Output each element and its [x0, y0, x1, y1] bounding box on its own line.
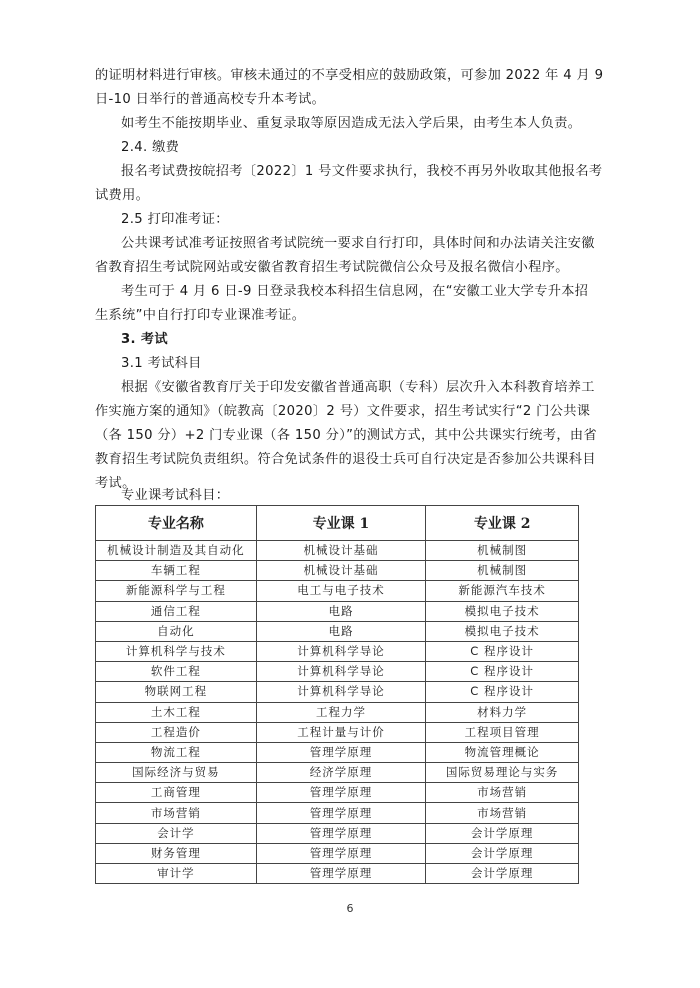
table-body [96, 541, 579, 884]
cell-major-name: 土木工程 [96, 702, 257, 722]
cell-course-1: 机械设计基础 [256, 561, 426, 581]
cell-course-1: 经济学原理 [256, 763, 426, 783]
paragraph-line: 根据《安徽省教育厅关于印发安徽省普通高职（专科）层次升入本科教育培养工 [121, 380, 595, 395]
paragraph-line: （各 150 分）+2 门专业课（各 150 分）”的测试方式，其中公共课实行统考，由省 [95, 428, 597, 443]
table-row [96, 682, 579, 702]
table-row [96, 541, 579, 561]
cell-course-2: C 程序设计 [426, 682, 579, 702]
cell-major-name: 物联网工程 [96, 682, 257, 702]
cell-course-1: 管理学原理 [256, 803, 426, 823]
header-major-name: 专业名称 [96, 506, 257, 541]
paragraph-line: 考试。 [95, 476, 136, 491]
page-number: 6 [346, 902, 354, 915]
section-heading-3-1: 3.1 考试科目 [121, 356, 202, 371]
cell-major-name: 软件工程 [96, 662, 257, 682]
cell-course-2: C 程序设计 [426, 641, 579, 661]
cell-major-name: 通信工程 [96, 601, 257, 621]
table-row [96, 641, 579, 661]
cell-major-name: 审计学 [96, 864, 257, 884]
cell-course-1: 管理学原理 [256, 823, 426, 843]
paragraph-line: 的证明材料进行审核。审核未通过的不享受相应的鼓励政策，可参加 2022 年 4 月 9 [95, 68, 604, 83]
paragraph-line: 日-10 日举行的普通高校专升本考试。 [95, 92, 326, 107]
table-row [96, 864, 579, 884]
cell-course-2: 会计学原理 [426, 843, 579, 863]
section-heading-2-5: 2.5 打印准考证： [121, 212, 229, 227]
table-row [96, 742, 579, 762]
table-row [96, 803, 579, 823]
table-caption: 专业课考试科目： [121, 488, 230, 503]
paragraph-line: 公共课考试准考证按照省考试院统一要求自行打印，具体时间和办法请关注安徽 [121, 236, 595, 251]
cell-major-name: 车辆工程 [96, 561, 257, 581]
table-row [96, 702, 579, 722]
cell-course-2: 模拟电子技术 [426, 621, 579, 641]
table-row [96, 561, 579, 581]
table-header-row [96, 506, 579, 541]
cell-course-2: 模拟电子技术 [426, 601, 579, 621]
table-row [96, 722, 579, 742]
cell-major-name: 物流工程 [96, 742, 257, 762]
table-row [96, 783, 579, 803]
paragraph-line: 生系统”中自行打印专业课准考证。 [95, 308, 306, 323]
cell-course-2: 市场营销 [426, 803, 579, 823]
cell-course-2: 会计学原理 [426, 864, 579, 884]
cell-major-name: 财务管理 [96, 843, 257, 863]
cell-course-2: 会计学原理 [426, 823, 579, 843]
cell-major-name: 自动化 [96, 621, 257, 641]
cell-course-1: 电工与电子技术 [256, 581, 426, 601]
paragraph-line: 考生可于 4 月 6 日-9 日登录我校本科招生信息网，在“安徽工业大学专升本招 [121, 284, 589, 299]
cell-course-1: 电路 [256, 621, 426, 641]
header-course-1: 专业课 1 [256, 506, 426, 541]
paragraph-line: 省教育招生考试院网站或安徽省教育招生考试院微信公众号及报名微信小程序。 [95, 260, 569, 275]
cell-course-1: 管理学原理 [256, 864, 426, 884]
cell-course-2: 物流管理概论 [426, 742, 579, 762]
cell-course-2: 机械制图 [426, 541, 579, 561]
table-row [96, 843, 579, 863]
section-heading-3: 3. 考试 [121, 332, 168, 347]
cell-major-name: 工商管理 [96, 783, 257, 803]
paragraph-line: 教育招生考试院负责组织。符合免试条件的退役士兵可自行决定是否参加公共课科目 [95, 452, 596, 467]
table-row [96, 601, 579, 621]
cell-course-2: C 程序设计 [426, 662, 579, 682]
cell-course-1: 工程力学 [256, 702, 426, 722]
paragraph-line: 作实施方案的通知》（皖教高〔2020〕2 号）文件要求，招生考试实行“2 门公共课 [95, 404, 591, 419]
cell-major-name: 工程造价 [96, 722, 257, 742]
subjects-table [95, 505, 579, 884]
cell-major-name: 新能源科学与工程 [96, 581, 257, 601]
cell-course-2: 市场营销 [426, 783, 579, 803]
cell-major-name: 市场营销 [96, 803, 257, 823]
cell-course-2: 机械制图 [426, 561, 579, 581]
cell-course-1: 计算机科学导论 [256, 682, 426, 702]
section-heading-2-4: 2.4. 缴费 [121, 140, 180, 155]
table-row [96, 581, 579, 601]
header-course-2: 专业课 2 [426, 506, 579, 541]
table-row [96, 662, 579, 682]
cell-course-1: 管理学原理 [256, 843, 426, 863]
cell-course-1: 管理学原理 [256, 783, 426, 803]
cell-course-1: 管理学原理 [256, 742, 426, 762]
cell-major-name: 国际经济与贸易 [96, 763, 257, 783]
table-row [96, 621, 579, 641]
cell-course-2: 工程项目管理 [426, 722, 579, 742]
cell-course-1: 机械设计基础 [256, 541, 426, 561]
cell-course-1: 电路 [256, 601, 426, 621]
cell-major-name: 会计学 [96, 823, 257, 843]
table-row [96, 763, 579, 783]
cell-course-1: 计算机科学导论 [256, 662, 426, 682]
cell-course-1: 工程计量与计价 [256, 722, 426, 742]
table-row [96, 823, 579, 843]
cell-course-1: 计算机科学导论 [256, 641, 426, 661]
paragraph-line: 如考生不能按期毕业、重复录取等原因造成无法入学后果，由考生本人负责。 [121, 116, 582, 131]
paragraph-line: 试费用。 [95, 188, 150, 203]
cell-major-name: 计算机科学与技术 [96, 641, 257, 661]
cell-course-2: 新能源汽车技术 [426, 581, 579, 601]
paragraph-line: 报名考试费按皖招考〔2022〕1 号文件要求执行，我校不再另外收取其他报名考 [121, 164, 603, 179]
cell-major-name: 机械设计制造及其自动化 [96, 541, 257, 561]
cell-course-2: 国际贸易理论与实务 [426, 763, 579, 783]
cell-course-2: 材料力学 [426, 702, 579, 722]
